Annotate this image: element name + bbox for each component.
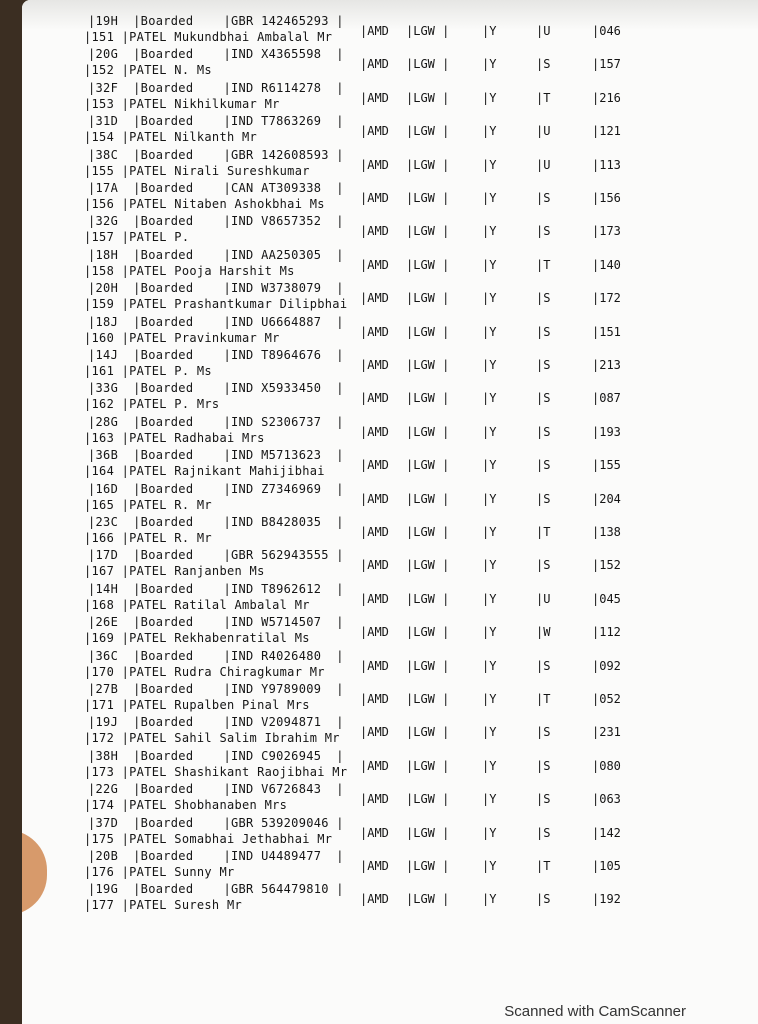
flag-code: |Y <box>482 692 497 706</box>
route-columns <box>360 759 660 775</box>
flag-code: |Y <box>482 157 497 172</box>
seat-status-passport: |19J |Boarded |IND V2094871 | <box>88 715 344 730</box>
destination-code: |LGW | <box>406 391 450 406</box>
class-code: |S <box>536 758 551 773</box>
passenger-name: |167 |PATEL Ranjanben Ms <box>84 564 265 579</box>
class-code: |U <box>536 157 551 172</box>
passenger-name: |165 |PATEL R. Mr <box>84 497 212 512</box>
origin-code: |AMD <box>360 57 389 72</box>
seat-status-passport: |26E |Boarded |IND W5714507 | <box>88 615 344 630</box>
seat-status-passport: |37D |Boarded |GBR 539209046 | <box>88 815 344 830</box>
seat-status-passport: |19H |Boarded |GBR 142465293 | <box>88 14 344 28</box>
destination-code: |LGW | <box>406 491 450 506</box>
sequence-number: |140 <box>592 257 621 272</box>
passenger-name: |154 |PATEL Nilkanth Mr <box>84 130 258 145</box>
flag-code: |Y <box>482 57 497 72</box>
seat-status-passport: |27B |Boarded |IND Y9789009 | <box>88 682 344 696</box>
flag-code: |Y <box>482 658 497 673</box>
sequence-number: |112 <box>592 625 621 640</box>
origin-code: |AMD <box>360 792 389 807</box>
route-columns <box>360 859 660 875</box>
sequence-number: |151 <box>592 324 621 339</box>
destination-code: |LGW | <box>406 224 450 239</box>
passenger-name: |156 |PATEL Nitaben Ashokbhai Ms <box>84 197 325 211</box>
flag-code: |Y <box>482 558 497 573</box>
class-code: |S <box>536 291 551 306</box>
destination-code: |LGW | <box>406 792 450 807</box>
passenger-name: |152 |PATEL N. Ms <box>84 63 212 78</box>
destination-code: |LGW | <box>406 658 450 673</box>
origin-code: |AMD <box>360 90 389 105</box>
sequence-number: |113 <box>592 157 621 172</box>
seat-status-passport: |16D |Boarded |IND Z7346969 | <box>88 481 344 496</box>
class-code: |S <box>536 358 551 372</box>
destination-code: |LGW | <box>406 257 450 272</box>
class-code: |S <box>536 725 551 740</box>
passenger-entry <box>22 548 758 582</box>
seat-status-passport: |18H |Boarded |IND AA250305 | <box>88 247 344 262</box>
class-code: |T <box>536 525 551 539</box>
passenger-entry <box>22 782 758 816</box>
route-columns <box>360 692 660 708</box>
origin-code: |AMD <box>360 625 389 640</box>
origin-code: |AMD <box>360 424 389 439</box>
seat-status-passport: |23C |Boarded |IND B8428035 | <box>88 515 344 529</box>
seat-status-passport: |17D |Boarded |GBR 562943555 | <box>88 548 344 563</box>
sequence-number: |138 <box>592 525 621 539</box>
flag-code: |Y <box>482 725 497 740</box>
origin-code: |AMD <box>360 224 389 239</box>
passenger-entry <box>22 214 758 248</box>
seat-status-passport: |18J |Boarded |IND U6664887 | <box>88 314 344 329</box>
class-code: |S <box>536 424 551 439</box>
flag-code: |Y <box>482 291 497 306</box>
sequence-number: |173 <box>592 224 621 239</box>
passenger-name: |161 |PATEL P. Ms <box>84 364 212 378</box>
route-columns <box>360 659 660 675</box>
route-columns <box>360 24 660 40</box>
passenger-name: |162 |PATEL P. Mrs <box>84 397 220 412</box>
sequence-number: |080 <box>592 758 621 773</box>
passenger-entry <box>22 14 758 48</box>
passenger-entry <box>22 749 758 783</box>
seat-status-passport: |36B |Boarded |IND M5713623 | <box>88 448 344 463</box>
passenger-entry <box>22 81 758 115</box>
origin-code: |AMD <box>360 24 389 38</box>
origin-code: |AMD <box>360 257 389 272</box>
route-columns <box>360 325 660 341</box>
sequence-number: |156 <box>592 191 621 205</box>
route-columns <box>360 826 660 842</box>
origin-code: |AMD <box>360 157 389 172</box>
class-code: |S <box>536 224 551 239</box>
destination-code: |LGW | <box>406 892 450 907</box>
seat-status-passport: |38H |Boarded |IND C9026945 | <box>88 748 344 763</box>
passenger-entry <box>22 315 758 349</box>
origin-code: |AMD <box>360 391 389 406</box>
passenger-name: |170 |PATEL Rudra Chiragkumar Mr <box>84 664 325 679</box>
passenger-entry <box>22 348 758 382</box>
class-code: |S <box>536 892 551 907</box>
seat-status-passport: |20G |Boarded |IND X4365598 | <box>88 47 344 62</box>
passenger-entry <box>22 682 758 716</box>
destination-code: |LGW | <box>406 825 450 840</box>
passenger-entry <box>22 114 758 148</box>
sequence-number: |204 <box>592 491 621 506</box>
passenger-entry <box>22 816 758 850</box>
sequence-number: |052 <box>592 692 621 706</box>
flag-code: |Y <box>482 591 497 606</box>
passenger-entry <box>22 849 758 883</box>
passenger-name: |174 |PATEL Shobhanaben Mrs <box>84 798 288 813</box>
flag-code: |Y <box>482 391 497 406</box>
route-columns <box>360 224 660 240</box>
route-columns <box>360 57 660 73</box>
seat-status-passport: |17A |Boarded |CAN AT309338 | <box>88 181 344 195</box>
scanned-page <box>22 0 758 1024</box>
destination-code: |LGW | <box>406 591 450 606</box>
class-code: |U <box>536 124 551 139</box>
origin-code: |AMD <box>360 525 389 539</box>
seat-status-passport: |22G |Boarded |IND V6726843 | <box>88 782 344 797</box>
route-columns <box>360 91 660 107</box>
seat-status-passport: |20H |Boarded |IND W3738079 | <box>88 281 344 296</box>
sequence-number: |087 <box>592 391 621 406</box>
sequence-number: |157 <box>592 57 621 72</box>
seat-status-passport: |36C |Boarded |IND R4026480 | <box>88 648 344 663</box>
destination-code: |LGW | <box>406 859 450 873</box>
passenger-entry <box>22 281 758 315</box>
sequence-number: |045 <box>592 591 621 606</box>
flag-code: |Y <box>482 324 497 339</box>
passenger-name: |163 |PATEL Radhabai Mrs <box>84 430 265 445</box>
passenger-name: |173 |PATEL Shashikant Raojibhai Mr <box>84 764 348 779</box>
route-columns <box>360 358 660 374</box>
passenger-entry <box>22 181 758 215</box>
camscanner-footer: Scanned with CamScanner <box>504 1003 686 1020</box>
passenger-entry <box>22 148 758 182</box>
origin-code: |AMD <box>360 324 389 339</box>
route-columns <box>360 425 660 441</box>
passenger-entry <box>22 615 758 649</box>
passenger-name: |169 |PATEL Rekhabenratilal Ms <box>84 631 310 646</box>
flag-code: |Y <box>482 24 497 38</box>
origin-code: |AMD <box>360 124 389 139</box>
passenger-name: |151 |PATEL Mukundbhai Ambalal Mr <box>84 30 333 44</box>
seat-status-passport: |38C |Boarded |GBR 142608593 | <box>88 147 344 162</box>
sequence-number: |092 <box>592 658 621 673</box>
passenger-entry <box>22 482 758 516</box>
route-columns <box>360 391 660 407</box>
origin-code: |AMD <box>360 892 389 907</box>
destination-code: |LGW | <box>406 324 450 339</box>
flag-code: |Y <box>482 491 497 506</box>
passenger-entry <box>22 248 758 282</box>
destination-code: |LGW | <box>406 191 450 205</box>
flag-code: |Y <box>482 124 497 139</box>
route-columns <box>360 792 660 808</box>
sequence-number: |121 <box>592 124 621 139</box>
origin-code: |AMD <box>360 725 389 740</box>
route-columns <box>360 492 660 508</box>
seat-status-passport: |32F |Boarded |IND R6114278 | <box>88 80 344 95</box>
flag-code: |Y <box>482 224 497 239</box>
passenger-name: |176 |PATEL Sunny Mr <box>84 865 235 879</box>
class-code: |S <box>536 491 551 506</box>
passenger-entry <box>22 415 758 449</box>
route-columns <box>360 158 660 174</box>
flag-code: |Y <box>482 257 497 272</box>
passenger-name: |157 |PATEL P. <box>84 230 190 245</box>
destination-code: |LGW | <box>406 157 450 172</box>
origin-code: |AMD <box>360 291 389 306</box>
seat-status-passport: |20B |Boarded |IND U4489477 | <box>88 849 344 863</box>
passenger-entry <box>22 515 758 549</box>
passenger-entry <box>22 381 758 415</box>
class-code: |S <box>536 391 551 406</box>
seat-status-passport: |14J |Boarded |IND T8964676 | <box>88 348 344 362</box>
flag-code: |Y <box>482 825 497 840</box>
passenger-entry <box>22 448 758 482</box>
class-code: |T <box>536 90 551 105</box>
seat-status-passport: |33G |Boarded |IND X5933450 | <box>88 381 344 396</box>
passenger-name: |164 |PATEL Rajnikant Mahijibhai <box>84 464 325 479</box>
passenger-name: |172 |PATEL Sahil Salim Ibrahim Mr <box>84 731 340 746</box>
sequence-number: |192 <box>592 892 621 907</box>
flag-code: |Y <box>482 458 497 473</box>
route-columns <box>360 191 660 207</box>
destination-code: |LGW | <box>406 291 450 306</box>
origin-code: |AMD <box>360 692 389 706</box>
passenger-name: |168 |PATEL Ratilal Ambalal Mr <box>84 597 310 612</box>
sequence-number: |213 <box>592 358 621 372</box>
class-code: |S <box>536 792 551 807</box>
route-columns <box>360 892 660 908</box>
class-code: |S <box>536 191 551 205</box>
seat-status-passport: |14H |Boarded |IND T8962612 | <box>88 581 344 596</box>
class-code: |W <box>536 625 551 640</box>
flag-code: |Y <box>482 90 497 105</box>
route-columns <box>360 725 660 741</box>
seat-status-passport: |19G |Boarded |GBR 564479810 | <box>88 882 344 897</box>
class-code: |U <box>536 24 551 38</box>
seat-status-passport: |28G |Boarded |IND S2306737 | <box>88 414 344 429</box>
passenger-entry <box>22 882 758 916</box>
class-code: |S <box>536 458 551 473</box>
class-code: |S <box>536 658 551 673</box>
destination-code: |LGW | <box>406 525 450 539</box>
origin-code: |AMD <box>360 358 389 372</box>
flag-code: |Y <box>482 358 497 372</box>
class-code: |T <box>536 692 551 706</box>
passenger-entry <box>22 47 758 81</box>
sequence-number: |046 <box>592 24 621 38</box>
seat-status-passport: |32G |Boarded |IND V8657352 | <box>88 214 344 229</box>
seat-status-passport: |31D |Boarded |IND T7863269 | <box>88 114 344 129</box>
destination-code: |LGW | <box>406 358 450 372</box>
passenger-entry <box>22 582 758 616</box>
origin-code: |AMD <box>360 458 389 473</box>
origin-code: |AMD <box>360 758 389 773</box>
passenger-name: |171 |PATEL Rupalben Pinal Mrs <box>84 698 310 712</box>
flag-code: |Y <box>482 525 497 539</box>
flag-code: |Y <box>482 859 497 873</box>
class-code: |S <box>536 324 551 339</box>
origin-code: |AMD <box>360 491 389 506</box>
route-columns <box>360 625 660 641</box>
destination-code: |LGW | <box>406 625 450 640</box>
origin-code: |AMD <box>360 591 389 606</box>
passenger-name: |177 |PATEL Suresh Mr <box>84 898 243 913</box>
route-columns <box>360 124 660 140</box>
flag-code: |Y <box>482 191 497 205</box>
passenger-name: |160 |PATEL Pravinkumar Mr <box>84 330 280 345</box>
flag-code: |Y <box>482 892 497 907</box>
sequence-number: |142 <box>592 825 621 840</box>
sequence-number: |063 <box>592 792 621 807</box>
class-code: |S <box>536 558 551 573</box>
route-columns <box>360 525 660 541</box>
sequence-number: |152 <box>592 558 621 573</box>
passenger-name: |158 |PATEL Pooja Harshit Ms <box>84 263 295 278</box>
passenger-entry <box>22 715 758 749</box>
destination-code: |LGW | <box>406 90 450 105</box>
destination-code: |LGW | <box>406 24 450 38</box>
origin-code: |AMD <box>360 825 389 840</box>
route-columns <box>360 258 660 274</box>
origin-code: |AMD <box>360 191 389 205</box>
passenger-name: |166 |PATEL R. Mr <box>84 531 212 545</box>
route-columns <box>360 458 660 474</box>
passenger-name: |175 |PATEL Somabhai Jethabhai Mr <box>84 831 333 846</box>
sequence-number: |172 <box>592 291 621 306</box>
sequence-number: |155 <box>592 458 621 473</box>
destination-code: |LGW | <box>406 57 450 72</box>
route-columns <box>360 558 660 574</box>
origin-code: |AMD <box>360 558 389 573</box>
passenger-name: |153 |PATEL Nikhilkumar Mr <box>84 96 280 111</box>
route-columns <box>360 291 660 307</box>
sequence-number: |231 <box>592 725 621 740</box>
class-code: |U <box>536 591 551 606</box>
passenger-name: |155 |PATEL Nirali Sureshkumar <box>84 163 310 178</box>
sequence-number: |105 <box>592 859 621 873</box>
origin-code: |AMD <box>360 658 389 673</box>
destination-code: |LGW | <box>406 124 450 139</box>
class-code: |T <box>536 859 551 873</box>
class-code: |T <box>536 257 551 272</box>
passenger-name: |159 |PATEL Prashantkumar Dilipbhai <box>84 297 348 312</box>
destination-code: |LGW | <box>406 758 450 773</box>
route-columns <box>360 592 660 608</box>
sequence-number: |193 <box>592 424 621 439</box>
passenger-entry <box>22 649 758 683</box>
sequence-number: |216 <box>592 90 621 105</box>
class-code: |S <box>536 825 551 840</box>
flag-code: |Y <box>482 625 497 640</box>
flag-code: |Y <box>482 424 497 439</box>
flag-code: |Y <box>482 792 497 807</box>
flag-code: |Y <box>482 758 497 773</box>
destination-code: |LGW | <box>406 458 450 473</box>
class-code: |S <box>536 57 551 72</box>
origin-code: |AMD <box>360 859 389 873</box>
destination-code: |LGW | <box>406 558 450 573</box>
destination-code: |LGW | <box>406 692 450 706</box>
destination-code: |LGW | <box>406 424 450 439</box>
destination-code: |LGW | <box>406 725 450 740</box>
